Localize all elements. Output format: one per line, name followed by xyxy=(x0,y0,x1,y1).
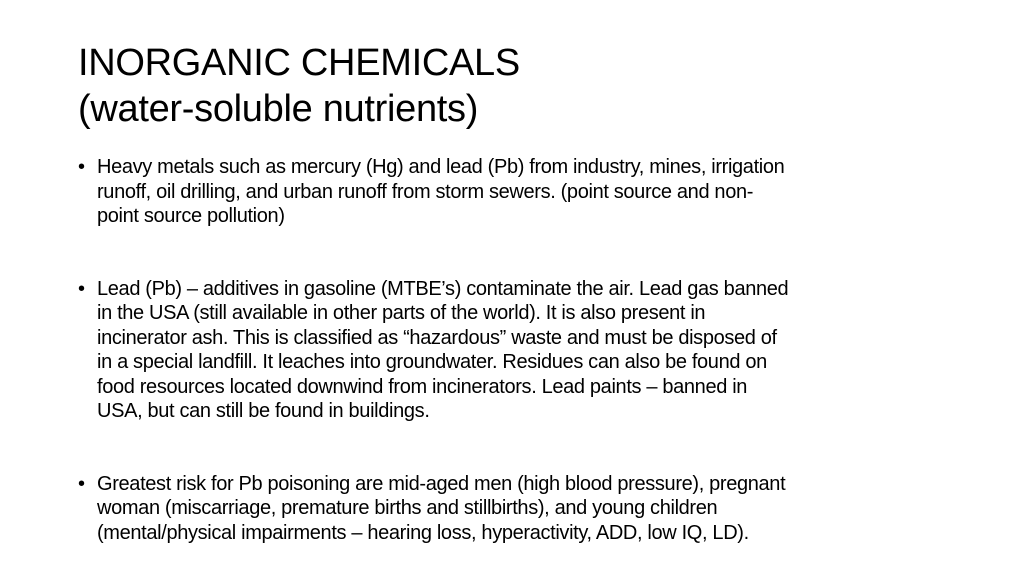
bullet-heavy-metals xyxy=(78,155,948,229)
bullet-1-line-3: point source pollution) xyxy=(97,205,285,227)
bullet-2-line-3: incinerator ash. This is classified as “hazardous” waste and must be disposed of xyxy=(97,326,777,349)
bullet-1-line-2: runoff, oil drilling, and urban runoff from storm sewers. (point source and non- xyxy=(97,180,754,203)
bullet-2-line-4: in a special landfill. It leaches into groundwater. Residues can also be found on xyxy=(97,351,767,373)
bullet-1-line-1: Heavy metals such as mercury (Hg) and lead (Pb) from industry, mines, irrigation xyxy=(97,156,785,178)
bullet-2-line-1: Lead (Pb) – additives in gasoline (MTBE’s) contaminate the air. Lead gas banned xyxy=(97,277,789,300)
bullet-2-line-5: food resources located downwind from incinerators. Lead paints – banned in xyxy=(97,375,748,398)
bullet-2-line-6: USA, but can still be found in buildings. xyxy=(97,400,430,422)
bullet-list xyxy=(78,155,948,545)
bullet-greatest-risk xyxy=(78,472,948,546)
bullet-2-line-2: in the USA (still available in other parts of the world). It is also present in xyxy=(97,302,706,324)
bullet-marker: • xyxy=(78,156,85,178)
bullet-marker: • xyxy=(78,277,85,300)
slide-title xyxy=(78,40,978,132)
bullet-3-line-3: (mental/physical impairments – hearing loss, hyperactivity, ADD, low IQ, LD). xyxy=(97,521,749,544)
bullet-marker: • xyxy=(78,472,85,495)
bullet-3-line-2: woman (miscarriage, premature births and stillbirths), and young children xyxy=(97,497,718,519)
title-line-1: INORGANIC CHEMICALS xyxy=(78,42,520,84)
title-line-2: (water-soluble nutrients) xyxy=(78,88,479,130)
bullet-lead xyxy=(78,277,948,424)
bullet-3-line-1: Greatest risk for Pb poisoning are mid-aged men (high blood pressure), pregnant xyxy=(97,472,786,495)
